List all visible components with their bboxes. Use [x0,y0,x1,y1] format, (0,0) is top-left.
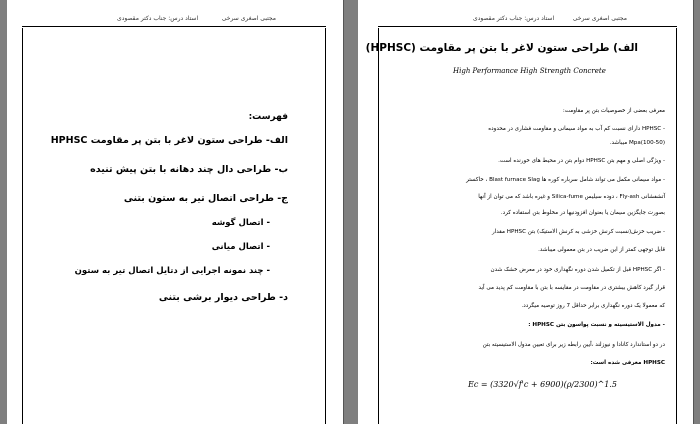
body-line: - HPHSC دارای نسبت کم آب به مواد سیمانی و مقاومت فشاری در محدوده [488,126,665,132]
page-border-right [676,28,677,424]
page-header [378,12,677,27]
header-author: مجتبی اصغری سرخی [572,15,627,22]
body-line: - ویژگی اصلی و مهم بتن HPHSC دوام بتن در محیط های خورنده است. [498,158,665,164]
body-line: بصورت جایگزین سیمان یا بعنوان افزودنیها در مخلوط بتن استفاده کرد. [500,210,665,216]
body-line: - مواد سیمانی مکمل می تواند شامل سرباره کوره ها Blast furnace Slag ، خاکستر [466,177,665,183]
header-author: مجتبی اصغری سرخی [221,15,276,22]
body-line: آتشفشانی Fly-ash ، دوده سیلیس Silica-fume و غیره باشد که می توان از آنها [478,194,665,200]
toc-item: الف- طراحی ستون لاغر با بتن پر مقاومت HPHSC [50,135,288,146]
body-line: در دو استاندارد کانادا و نیوزلند ،آیین رابطه زیر برای تعیین مدول الاستیسیته بتن [482,342,665,348]
section-title: الف) طراحی ستون لاغر با بتن پر مقاومت (HPHSC) [365,42,638,54]
body-line: - مدول الاستیسیته و نسبت پواسون بتن HPHSC : [528,322,665,328]
body-line: قابل توجهی کمتر از این ضریب در بتن معمولی میباشد. [538,247,665,253]
header-teacher: استاد درس: جناب دکتر مقصودی [117,15,199,22]
elasticity-formula: Ec = (3320√f'c + 6900)(ρ/2300)^1.5 [468,380,618,389]
body-line: - اگر HPHSC قبل از تکمیل شدن دوره نگهداری خود در معرض خشک شدن [490,267,665,273]
toc-subitem: - اتصال گوشه [211,218,270,228]
body-line: (100-50)Mpa میباشد. [609,140,665,146]
page-border-left [22,28,23,424]
page-border-left [378,28,379,424]
page-border-right [325,28,326,424]
toc-subitem: - چند نمونه اجرایی از دتایل اتصال تیر به ستون [74,266,270,276]
page-header [22,12,326,27]
intro-line: معرفی بعضی از خصوصیات بتن پر مقاومت: [562,108,665,114]
body-line: HPHSC معرفی شده است: [590,360,665,366]
body-line: که معمولا یک دوره نگهداری برابر حداقل 7 روز توصیه میگردد. [521,303,665,309]
body-line: - ضریب خزش(نسبت کرنش خزشی به کرنش الاستیک) بتن HPHSC مقدار [491,229,665,235]
toc-heading: فهرست: [248,112,288,122]
header-teacher: استاد درس: جناب دکتر مقصودی [473,15,555,22]
right-page [358,0,693,424]
section-subtitle: High Performance High Strength Concrete [453,67,606,75]
toc-subitem: - اتصال میانی [211,242,270,252]
left-page [7,0,343,424]
toc-item: د- طراحی دیوار برشی بتنی [158,292,288,303]
toc-item: ج- طراحی اتصال تیر به ستون بتنی [123,193,288,204]
body-line: قرار گیرد کاهش بیشتری در مقاومت در مقایسه با بتن با مقاومت کم پدید می آید [478,285,665,291]
toc-item: ب- طراحی دال چند دهانه با بتن پیش تنیده [90,164,288,175]
